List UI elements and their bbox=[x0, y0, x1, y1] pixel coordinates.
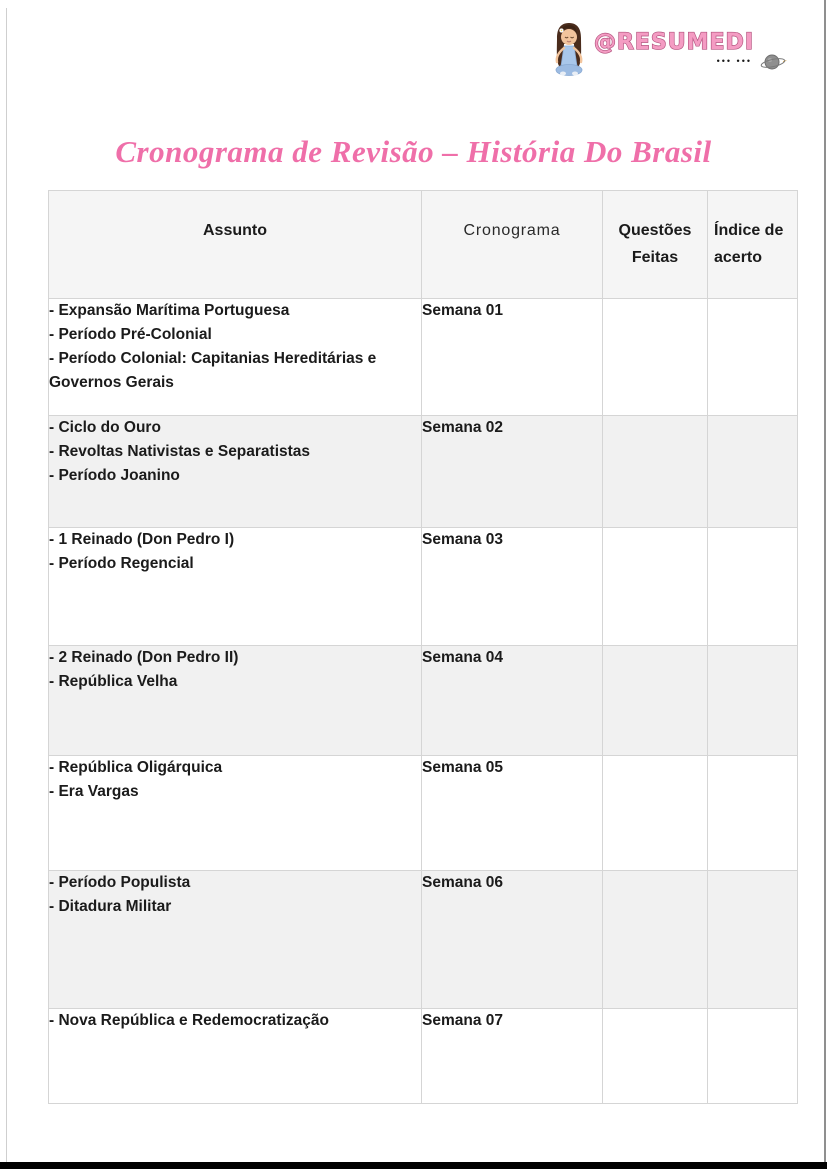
topic-line: - Período Joanino bbox=[49, 467, 180, 484]
topic-line: - Período Regencial bbox=[49, 555, 194, 572]
accuracy-cell bbox=[708, 871, 798, 1009]
accuracy-cell bbox=[708, 416, 798, 528]
topic-line: - Período Colonial: Capitanias Hereditárias e Governos Gerais bbox=[49, 350, 377, 391]
week-cell: Semana 02 bbox=[422, 416, 603, 528]
subject-cell bbox=[49, 756, 422, 871]
table-row-week-02 bbox=[49, 416, 798, 528]
questions-done-cell bbox=[603, 1009, 708, 1104]
table-row-week-05 bbox=[49, 756, 798, 871]
topic-line: - 2 Reinado (Don Pedro II) bbox=[49, 649, 239, 666]
topic-line: - Era Vargas bbox=[49, 783, 139, 800]
table-header-row bbox=[49, 191, 798, 299]
subject-cell bbox=[49, 416, 422, 528]
brand-handle: @RESUMEDI bbox=[593, 30, 754, 55]
topic-line: - Período Populista bbox=[49, 874, 191, 891]
brand-logo bbox=[551, 22, 789, 82]
questions-done-cell bbox=[603, 871, 708, 1009]
table-row-week-03 bbox=[49, 528, 798, 646]
subject-cell bbox=[49, 299, 422, 416]
accuracy-cell bbox=[708, 1009, 798, 1104]
accuracy-cell bbox=[708, 756, 798, 871]
page-edge-right bbox=[824, 0, 826, 1162]
subject-cell bbox=[49, 528, 422, 646]
subject-cell bbox=[49, 871, 422, 1009]
header-accuracy-rate: Índice de acerto bbox=[708, 191, 798, 299]
accuracy-cell bbox=[708, 299, 798, 416]
week-cell: Semana 03 bbox=[422, 528, 603, 646]
week-cell: Semana 04 bbox=[422, 646, 603, 756]
topic-line: - Período Pré-Colonial bbox=[49, 326, 212, 343]
brand-dots: ••• ••• bbox=[716, 56, 752, 66]
questions-done-cell bbox=[603, 528, 708, 646]
header-questions-done: Questões Feitas bbox=[603, 191, 708, 299]
planet-doodle-icon bbox=[759, 50, 789, 74]
questions-done-cell bbox=[603, 756, 708, 871]
table-row-week-06 bbox=[49, 871, 798, 1009]
questions-done-cell bbox=[603, 416, 708, 528]
week-cell: Semana 06 bbox=[422, 871, 603, 1009]
topic-line: - Ditadura Militar bbox=[49, 898, 172, 915]
table-row-week-04 bbox=[49, 646, 798, 756]
table-row-week-01 bbox=[49, 299, 798, 416]
week-cell: Semana 01 bbox=[422, 299, 603, 416]
topic-line: - Ciclo do Ouro bbox=[49, 419, 161, 436]
topic-line: - Nova República e Redemocratização bbox=[49, 1012, 329, 1029]
page-title: Cronograma de Revisão – História Do Brasil bbox=[115, 134, 712, 169]
table-row-week-07 bbox=[49, 1009, 798, 1104]
topic-line: - Revoltas Nativistas e Separatistas bbox=[49, 443, 311, 460]
questions-done-cell bbox=[603, 299, 708, 416]
page-bottom-bar bbox=[0, 1162, 827, 1169]
topic-line: - 1 Reinado (Don Pedro I) bbox=[49, 531, 235, 548]
week-cell: Semana 05 bbox=[422, 756, 603, 871]
header-schedule: Cronograma bbox=[422, 191, 603, 299]
accuracy-cell bbox=[708, 646, 798, 756]
topic-line: - República Velha bbox=[49, 673, 178, 690]
topic-line: - Expansão Marítima Portuguesa bbox=[49, 302, 290, 319]
subject-cell bbox=[49, 646, 422, 756]
header-subject: Assunto bbox=[49, 191, 422, 299]
page-edge-left bbox=[6, 8, 7, 1162]
revision-schedule-table bbox=[48, 190, 798, 1104]
subject-cell bbox=[49, 1009, 422, 1104]
week-cell: Semana 07 bbox=[422, 1009, 603, 1104]
topic-line: - República Oligárquica bbox=[49, 759, 223, 776]
questions-done-cell bbox=[603, 646, 708, 756]
meditating-girl-avatar-icon bbox=[551, 22, 587, 80]
accuracy-cell bbox=[708, 528, 798, 646]
